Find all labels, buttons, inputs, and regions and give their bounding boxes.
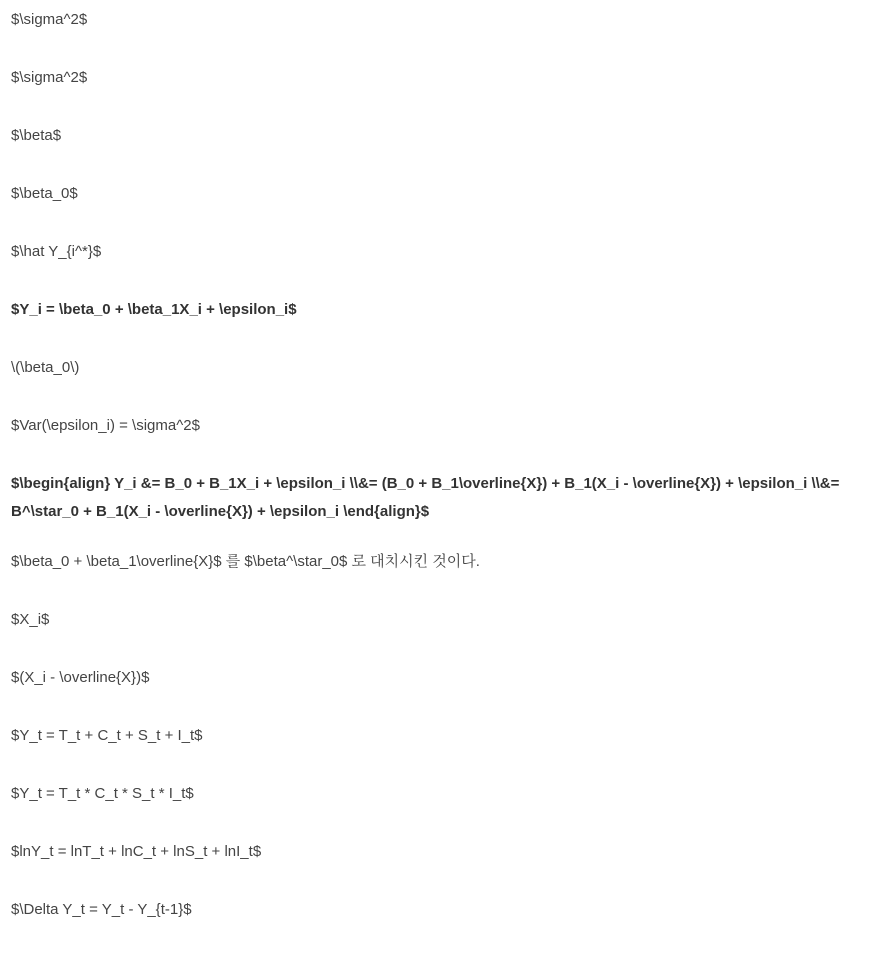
formula-explanation: $\beta_0 + \beta_1\overline{X}$ 를 $\beta^\star_0$ 로 대치시킨 것이다. [11,553,480,570]
formula-line: $\sigma^2$ [11,69,88,86]
formula-line: $lnY_t = lnT_t + lnC_t + lnS_t + lnI_t$ [11,843,262,860]
formula-line: $\sigma^2$ [11,11,88,28]
formula-line: $\beta$ [11,127,62,144]
formula-line: $\Delta Y_t = Y_t - Y_{t-1}$ [11,901,192,918]
formula-line: $Var(\epsilon_i) = \sigma^2$ [11,417,200,434]
formula-line: $\beta_0$ [11,185,78,202]
formula-line: $(X_i - \overline{X})$ [11,669,150,686]
formula-line: $Y_t = T_t * C_t * S_t * I_t$ [11,785,194,802]
formula-align-block: $\begin{align} Y_i &= B_0 + B_1X_i + \epsilon_i \\&= (B_0 + B_1\overline{X}) + B_1(X_i - \overline{X}) + \epsilon_i \\&= B^\star_0 + B_1(X_i - \overline{X}) + \epsilon_i \end{align}$ [11,475,840,520]
formula-line: $Y_t = T_t + C_t + S_t + I_t$ [11,727,203,744]
formula-line-bold: $Y_i = \beta_0 + \beta_1X_i + \epsilon_i$ [11,301,297,318]
formula-line: $X_i$ [11,611,50,628]
formula-line: \(\beta_0\) [11,359,80,376]
formula-line: $\hat Y_{i^*}$ [11,243,102,260]
